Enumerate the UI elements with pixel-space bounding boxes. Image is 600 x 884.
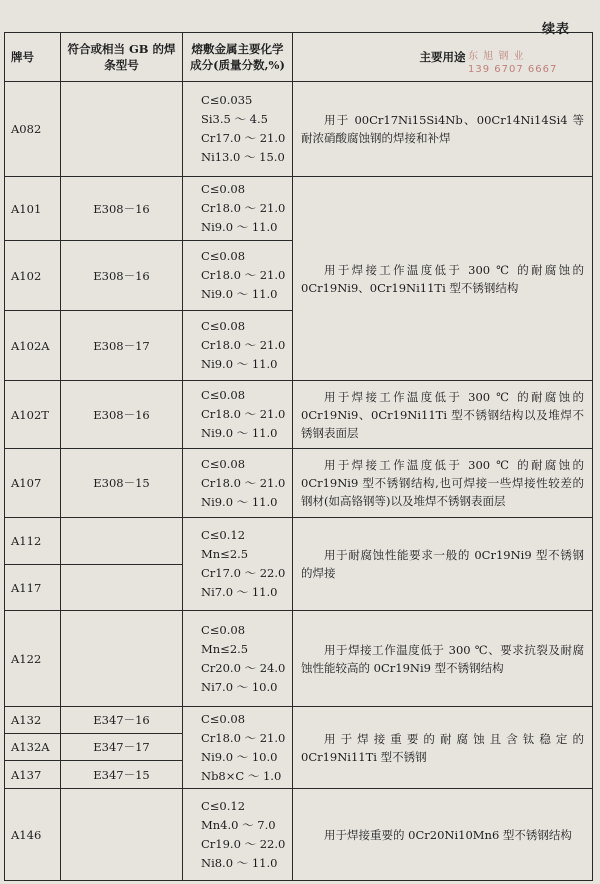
chem-line: Cr17.0 ～ 21.0 [201, 131, 286, 145]
use-cell [293, 611, 593, 707]
electrode-table [4, 32, 593, 881]
chem-cell [183, 82, 293, 177]
gb-cell [61, 611, 183, 707]
chem-cell [183, 707, 293, 789]
use-cell [293, 518, 593, 611]
table-row [5, 82, 593, 177]
gb-cell: E308－16 [61, 241, 183, 311]
chem-line: Cr18.0 ～ 21.0 [201, 268, 286, 282]
chem-line: Ni7.0 ～ 10.0 [201, 679, 278, 694]
chem-cell [183, 177, 293, 241]
chem-line: C≤0.08 [201, 249, 246, 263]
use-cell [293, 381, 593, 449]
chem-line: Ni9.0 ～ 11.0 [201, 287, 278, 301]
chem-line: Nb8×C ～ 1.0 [201, 768, 282, 783]
chem-line: Ni9.0 ～ 11.0 [201, 357, 278, 371]
table-row [5, 381, 593, 449]
chem-cell [183, 311, 293, 381]
gb-cell [61, 789, 183, 881]
use-text: 用于 00Cr17Ni15Si4Nb、00Cr14Ni14Si4 等耐浓硝酸腐蚀钢的焊接和补焊 [301, 113, 584, 145]
use-cell [293, 449, 593, 518]
use-text: 用于焊接工作温度低于 300 ℃ 的耐腐蚀的 0Cr19Ni9、0Cr19Ni11Ti 型不锈钢结构 [301, 262, 584, 295]
gb-cell: E308－15 [61, 449, 183, 518]
brand-cell: A102A [5, 311, 61, 381]
use-text: 用于焊接重要的耐腐蚀且含钛稳定的 0Cr19Ni11Ti 型不锈钢 [301, 731, 584, 764]
use-text: 用于耐腐蚀性能要求一般的 0Cr19Ni9 型不锈钢的焊接 [301, 548, 584, 580]
chem-line: Ni9.0 ～ 11.0 [201, 426, 278, 440]
use-text: 用于焊接重要的 0Cr20Ni10Mn6 型不锈钢结构 [324, 827, 572, 842]
chem-line: C≤0.08 [201, 182, 246, 196]
table-row [5, 177, 593, 241]
chem-line: Ni8.0 ～ 11.0 [201, 855, 278, 870]
chem-line: Ni7.0 ～ 11.0 [201, 585, 278, 599]
watermark-line2: 139 6707 6667 [468, 64, 558, 75]
chem-line: Cr18.0 ～ 21.0 [201, 338, 286, 352]
header-brand: 牌号 [5, 33, 61, 82]
table-row [5, 611, 593, 707]
use-text: 用于焊接工作温度低于 300 ℃ 的耐腐蚀的 0Cr19Ni9、0Cr19Ni11Ti 型不锈钢结构以及堆焊不锈钢表面层 [301, 389, 584, 440]
chem-line: Cr18.0 ～ 21.0 [201, 201, 286, 215]
chem-line: Ni13.0 ～ 15.0 [201, 150, 285, 164]
header-gb: 符合或相当 GB 的焊条型号 [61, 33, 183, 82]
chem-line: C≤0.08 [201, 456, 246, 471]
brand-cell: A112 [5, 518, 61, 565]
chem-line: Ni9.0 ～ 10.0 [201, 749, 278, 764]
brand-cell: A132A [5, 734, 61, 761]
gb-cell: E308－16 [61, 381, 183, 449]
table-row [5, 789, 593, 881]
use-cell [293, 82, 593, 177]
brand-cell: A122 [5, 611, 61, 707]
brand-cell: A101 [5, 177, 61, 241]
chem-line: Cr18.0 ～ 21.0 [201, 475, 286, 490]
chem-line: C≤0.12 [201, 528, 246, 542]
chem-cell [183, 518, 293, 611]
gb-cell: E347－15 [61, 761, 183, 789]
header-chem: 熔敷金属主要化学 成分(质量分数,%) [183, 33, 293, 82]
chem-line: Cr19.0 ～ 22.0 [201, 836, 286, 851]
gb-cell [61, 518, 183, 565]
chem-line: Cr20.0 ～ 24.0 [201, 660, 286, 675]
chem-line: Ni9.0 ～ 11.0 [201, 220, 278, 234]
brand-cell: A117 [5, 565, 61, 611]
chem-cell [183, 611, 293, 707]
watermark-line1: 东 旭 钢 业 [468, 51, 525, 62]
use-cell [293, 177, 593, 381]
continued-label: 续表 [541, 22, 570, 37]
gb-cell: E308－16 [61, 177, 183, 241]
chem-line: Mn≤2.5 [201, 547, 249, 561]
chem-line: C≤0.08 [201, 711, 246, 726]
chem-cell [183, 449, 293, 518]
chem-line: Cr18.0 ～ 21.0 [201, 730, 286, 745]
brand-cell: A102T [5, 381, 61, 449]
brand-cell: A132 [5, 707, 61, 734]
header-use: 主要用途 [293, 33, 593, 82]
table-row [5, 449, 593, 518]
chem-line: Si3.5 ～ 4.5 [201, 112, 268, 126]
chem-line: Mn4.0 ～ 7.0 [201, 817, 276, 832]
use-text: 用于焊接工作温度低于 300 ℃ 的耐腐蚀的 0Cr19Ni9 型不锈钢结构,也可焊接一些焊接性较差的钢材(如高铬钢等)以及堆焊不锈钢表面层 [301, 458, 584, 508]
gb-cell: E347－17 [61, 734, 183, 761]
chem-line: Ni9.0 ～ 11.0 [201, 494, 278, 509]
use-cell [293, 789, 593, 881]
chem-line: Cr18.0 ～ 21.0 [201, 407, 286, 421]
chem-line: Mn≤2.5 [201, 641, 249, 656]
chem-cell [183, 789, 293, 881]
table-row [5, 518, 593, 565]
chem-line: C≤0.08 [201, 622, 246, 637]
brand-cell: A107 [5, 449, 61, 518]
gb-cell: E347－16 [61, 707, 183, 734]
brand-cell: A082 [5, 82, 61, 177]
chem-line: C≤0.08 [201, 319, 246, 333]
gb-cell [61, 82, 183, 177]
table-row [5, 707, 593, 734]
gb-cell: E308－17 [61, 311, 183, 381]
chem-line: C≤0.035 [201, 93, 253, 107]
chem-line: Cr17.0 ～ 22.0 [201, 566, 286, 580]
brand-cell: A146 [5, 789, 61, 881]
gb-cell [61, 565, 183, 611]
brand-cell: A137 [5, 761, 61, 789]
use-cell [293, 707, 593, 789]
chem-cell [183, 381, 293, 449]
use-text: 用于焊接工作温度低于 300 ℃、要求抗裂及耐腐蚀性能较高的 0Cr19Ni9 型不锈钢结构 [301, 642, 584, 675]
chem-line: C≤0.08 [201, 388, 246, 402]
table-header-row [5, 33, 593, 82]
chem-line: C≤0.12 [201, 798, 246, 813]
chem-cell [183, 241, 293, 311]
brand-cell: A102 [5, 241, 61, 311]
